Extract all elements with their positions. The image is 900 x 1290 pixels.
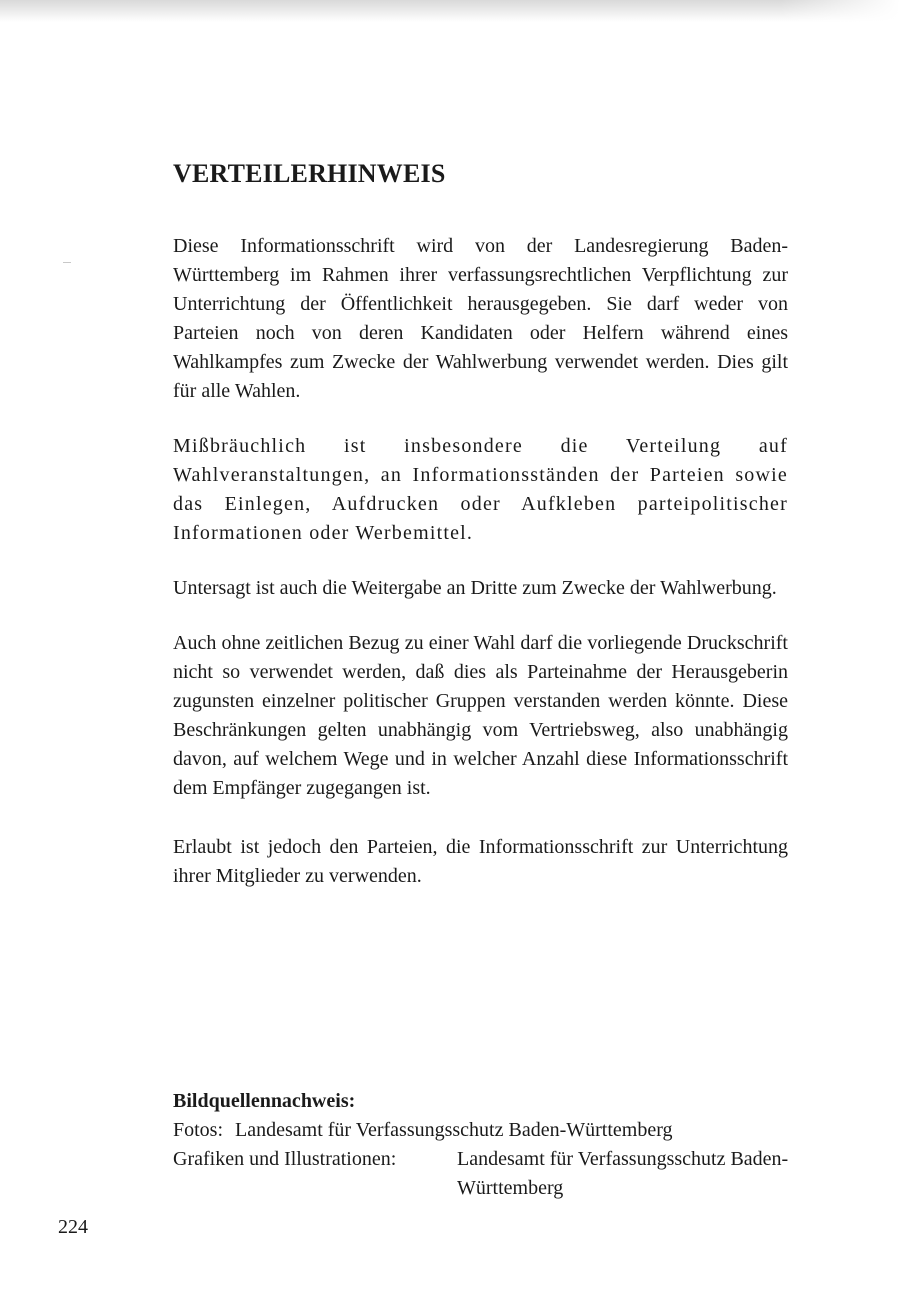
scan-shadow-edge [0,0,900,22]
paragraph-intro: Diese Informationsschrift wird von der Landesregierung Baden-Württemberg im Rahmen ihrer verfassungsrechtlichen Verpflichtung zur Unterrichtung der Öffentlichkeit herausgegeben. Sie darf weder von Parteien noch von deren Kandidaten oder Helfern während eines Wahlkampfes zum Zwecke der Wahlwerbung verwendet werden. Dies gilt für alle Wahlen. [173,235,788,402]
image-credits-heading: Bildquellennachweis: [173,1090,356,1112]
credit-label-fotos: Fotos: [173,1119,224,1141]
image-credits [173,1087,813,1203]
paragraph-forwarding: Untersagt ist auch die Weitergabe an Dritte zum Zwecke der Wahlwerbung. [173,577,777,599]
paragraph-restrictions: Auch ohne zeitlichen Bezug zu einer Wahl darf die vorliegende Druckschrift nicht so verwendet werden, daß dies als Parteinahme der Herausgeberin zugunsten einzelner politischer Gruppen verstanden werden könnte. Diese Beschränkungen gelten unabhängig vom Vertriebsweg, also unabhängig davon, auf welchem Wege und in welcher Anzahl diese Informationsschrift dem Empfänger zugegangen ist. [173,632,788,799]
credit-row-fotos [173,1116,813,1145]
document-body [173,150,788,917]
scan-speck [63,262,71,263]
credit-value-fotos: Landesamt für Verfassungsschutz Baden-Württemberg [235,1119,673,1141]
credit-row-grafiken [173,1145,813,1203]
page-title: VERTEILERHINWEIS [173,159,446,188]
page-number: 224 [58,1216,88,1238]
credit-label-grafiken: Grafiken und Illustrationen: [173,1148,397,1170]
paragraph-misuse: Mißbräuchlich ist insbesondere die Verteilung auf Wahlveranstaltungen, an Informationsständen der Parteien sowie das Einlegen, Aufdrucken oder Aufkleben parteipolitischer Informationen oder Werbemittel. [173,435,788,544]
credit-value-grafiken: Landesamt für Verfassungsschutz Baden-Württemberg [457,1148,789,1199]
paragraph-permitted-use: Erlaubt ist jedoch den Parteien, die Informationsschrift zur Unterrichtung ihrer Mitglieder zu verwenden. [173,836,788,887]
